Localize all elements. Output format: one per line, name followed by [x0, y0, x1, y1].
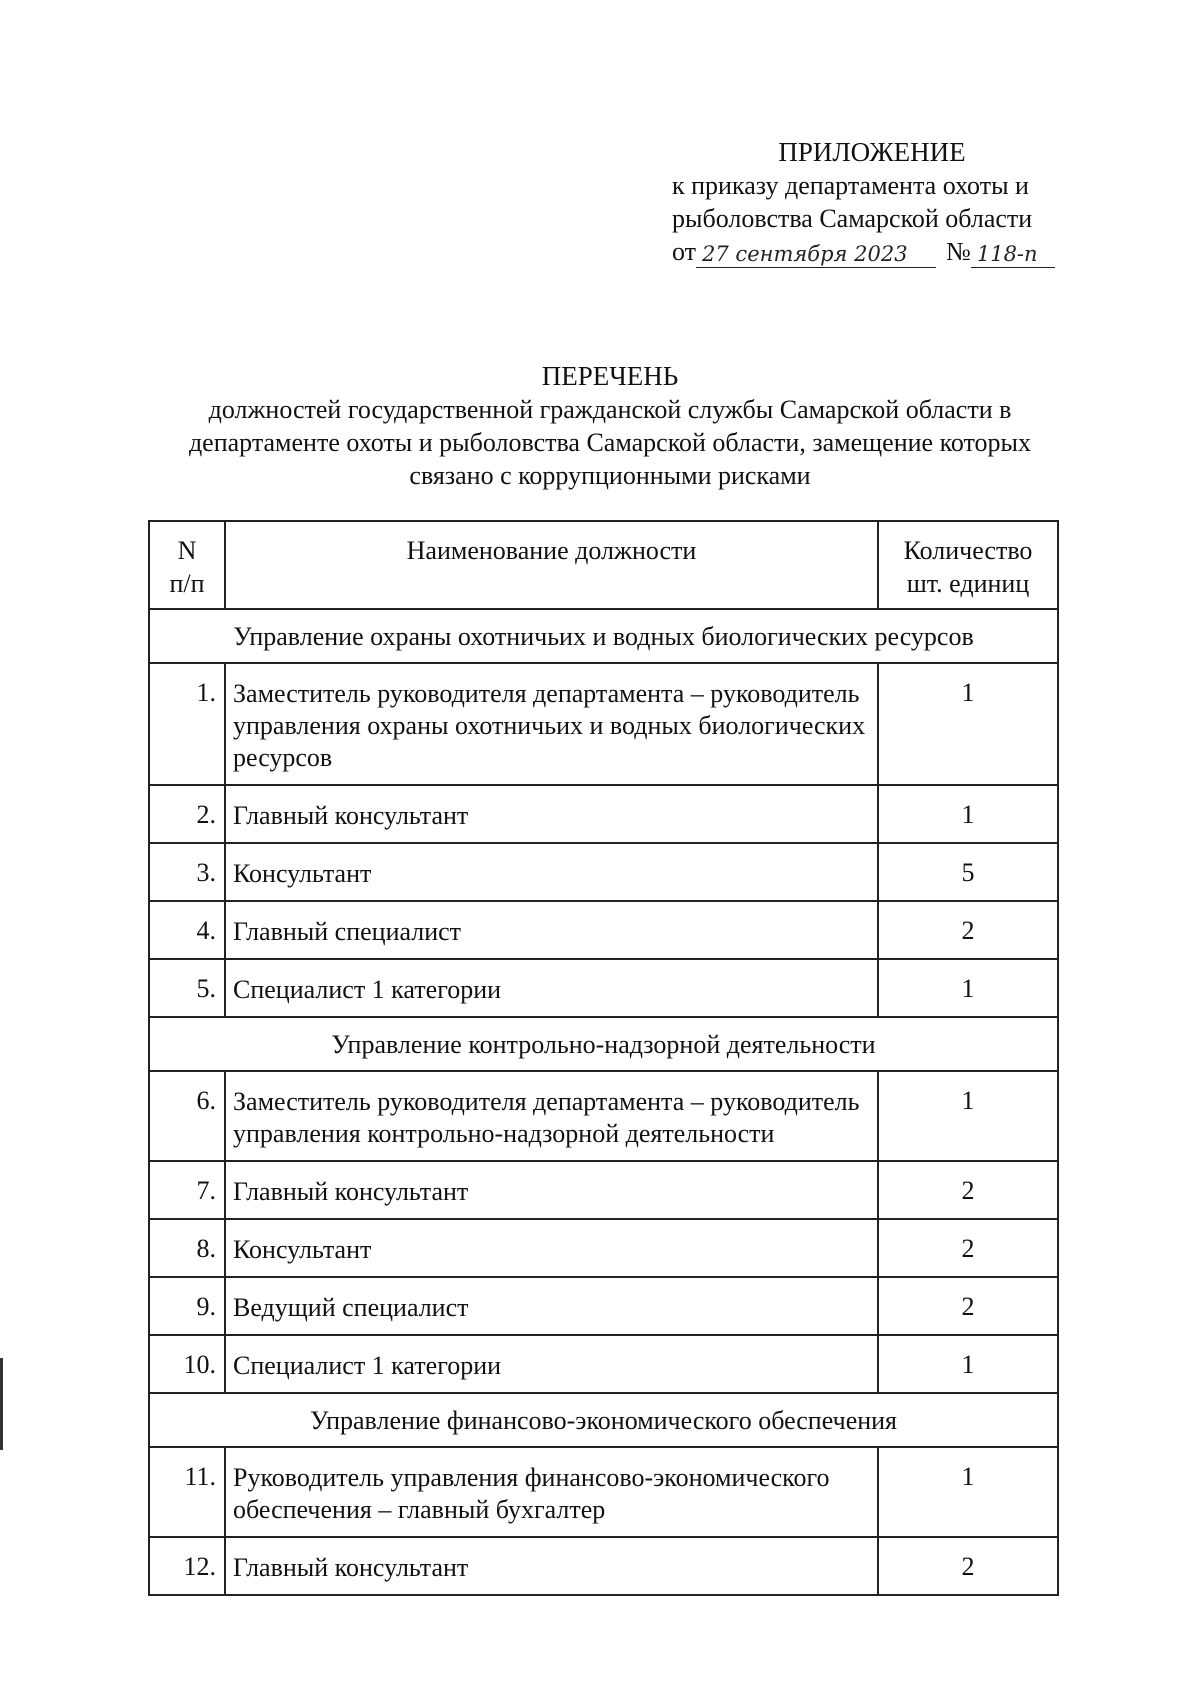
table-row — [149, 1071, 1058, 1161]
row-number: 6. — [149, 1071, 225, 1161]
table-row — [149, 1537, 1058, 1595]
row-number: 9. — [149, 1277, 225, 1335]
row-quantity: 1 — [878, 1335, 1058, 1393]
appendix-line-1: к приказу департамента охоты и — [672, 171, 1029, 200]
row-position-name: Специалист 1 категории — [225, 959, 878, 1017]
section-title: Управление финансово-экономического обеспечения — [149, 1393, 1058, 1447]
table-row — [149, 1277, 1058, 1335]
table-row — [149, 1447, 1058, 1537]
table-row — [149, 785, 1058, 843]
document-subtitle-line-1: должностей государственной гражданской службы Самарской области в — [208, 395, 1012, 424]
table-row — [149, 663, 1058, 785]
row-number: 4. — [149, 901, 225, 959]
row-quantity: 2 — [878, 1277, 1058, 1335]
row-position-name: Ведущий специалист — [225, 1277, 878, 1335]
header-quantity-line-1: Количество — [903, 536, 1033, 565]
section-title: Управление контрольно-надзорной деятельности — [149, 1017, 1058, 1071]
appendix-title: ПРИЛОЖЕНИЕ — [778, 137, 966, 167]
document-subtitle-line-3: связано с коррупционными рисками — [409, 461, 811, 490]
row-position-name: Заместитель руководителя департамента – руководитель управления контрольно-надзорной деятельности — [225, 1071, 878, 1161]
table-row — [149, 843, 1058, 901]
header-name: Наименование должности — [225, 521, 878, 609]
row-position-name: Главный консультант — [225, 1161, 878, 1219]
order-reference — [672, 235, 1072, 268]
positions-table — [148, 520, 1059, 1596]
row-quantity: 5 — [878, 843, 1058, 901]
row-number: 7. — [149, 1161, 225, 1219]
table-header-row — [149, 521, 1058, 609]
appendix-line-2: рыболовства Самарской области — [672, 204, 1033, 233]
row-quantity: 2 — [878, 1161, 1058, 1219]
row-number: 2. — [149, 785, 225, 843]
row-quantity: 1 — [878, 663, 1058, 785]
row-number: 1. — [149, 663, 225, 785]
row-quantity: 1 — [878, 1071, 1058, 1161]
row-number: 8. — [149, 1219, 225, 1277]
table-row — [149, 959, 1058, 1017]
header-quantity-line-2: шт. единиц — [906, 569, 1030, 598]
section-row — [149, 1017, 1058, 1071]
row-position-name: Консультант — [225, 1219, 878, 1277]
table-row — [149, 901, 1058, 959]
header-number-line-2: п/п — [169, 569, 205, 598]
row-quantity: 2 — [878, 901, 1058, 959]
row-quantity: 2 — [878, 1219, 1058, 1277]
appendix-block — [672, 136, 1072, 268]
row-quantity: 1 — [878, 785, 1058, 843]
row-number: 3. — [149, 843, 225, 901]
header-quantity — [878, 521, 1058, 609]
handwritten-number: 118-п — [971, 241, 1055, 268]
row-number: 5. — [149, 959, 225, 1017]
header-number-line-1: N — [177, 536, 197, 565]
row-quantity: 1 — [878, 1447, 1058, 1537]
document-subtitle-line-2: департаменте охоты и рыболовства Самарской области, замещение которых — [188, 428, 1032, 457]
table-row — [149, 1161, 1058, 1219]
row-position-name: Главный консультант — [225, 785, 878, 843]
section-row — [149, 1393, 1058, 1447]
header-number — [149, 521, 225, 609]
table-row — [149, 1335, 1058, 1393]
row-position-name: Главный специалист — [225, 901, 878, 959]
row-number: 12. — [149, 1537, 225, 1595]
row-number: 10. — [149, 1335, 225, 1393]
row-position-name: Руководитель управления финансово-экономического обеспечения – главный бухгалтер — [225, 1447, 878, 1537]
date-prefix: от — [672, 237, 697, 266]
section-row — [149, 609, 1058, 663]
number-prefix: № — [946, 237, 971, 266]
document-title-block — [145, 360, 1075, 492]
table-row — [149, 1219, 1058, 1277]
row-number: 11. — [149, 1447, 225, 1537]
row-position-name: Заместитель руководителя департамента – руководитель управления охраны охотничьих и водных биологических ресурсов — [225, 663, 878, 785]
row-position-name: Главный консультант — [225, 1537, 878, 1595]
section-title: Управление охраны охотничьих и водных биологических ресурсов — [149, 609, 1058, 663]
row-position-name: Консультант — [225, 843, 878, 901]
row-quantity: 1 — [878, 959, 1058, 1017]
scan-margin-mark — [0, 1358, 3, 1450]
handwritten-date: 27 сентября 2023 — [696, 241, 936, 268]
document-heading: ПЕРЕЧЕНЬ — [541, 361, 679, 391]
row-position-name: Специалист 1 категории — [225, 1335, 878, 1393]
row-quantity: 2 — [878, 1537, 1058, 1595]
